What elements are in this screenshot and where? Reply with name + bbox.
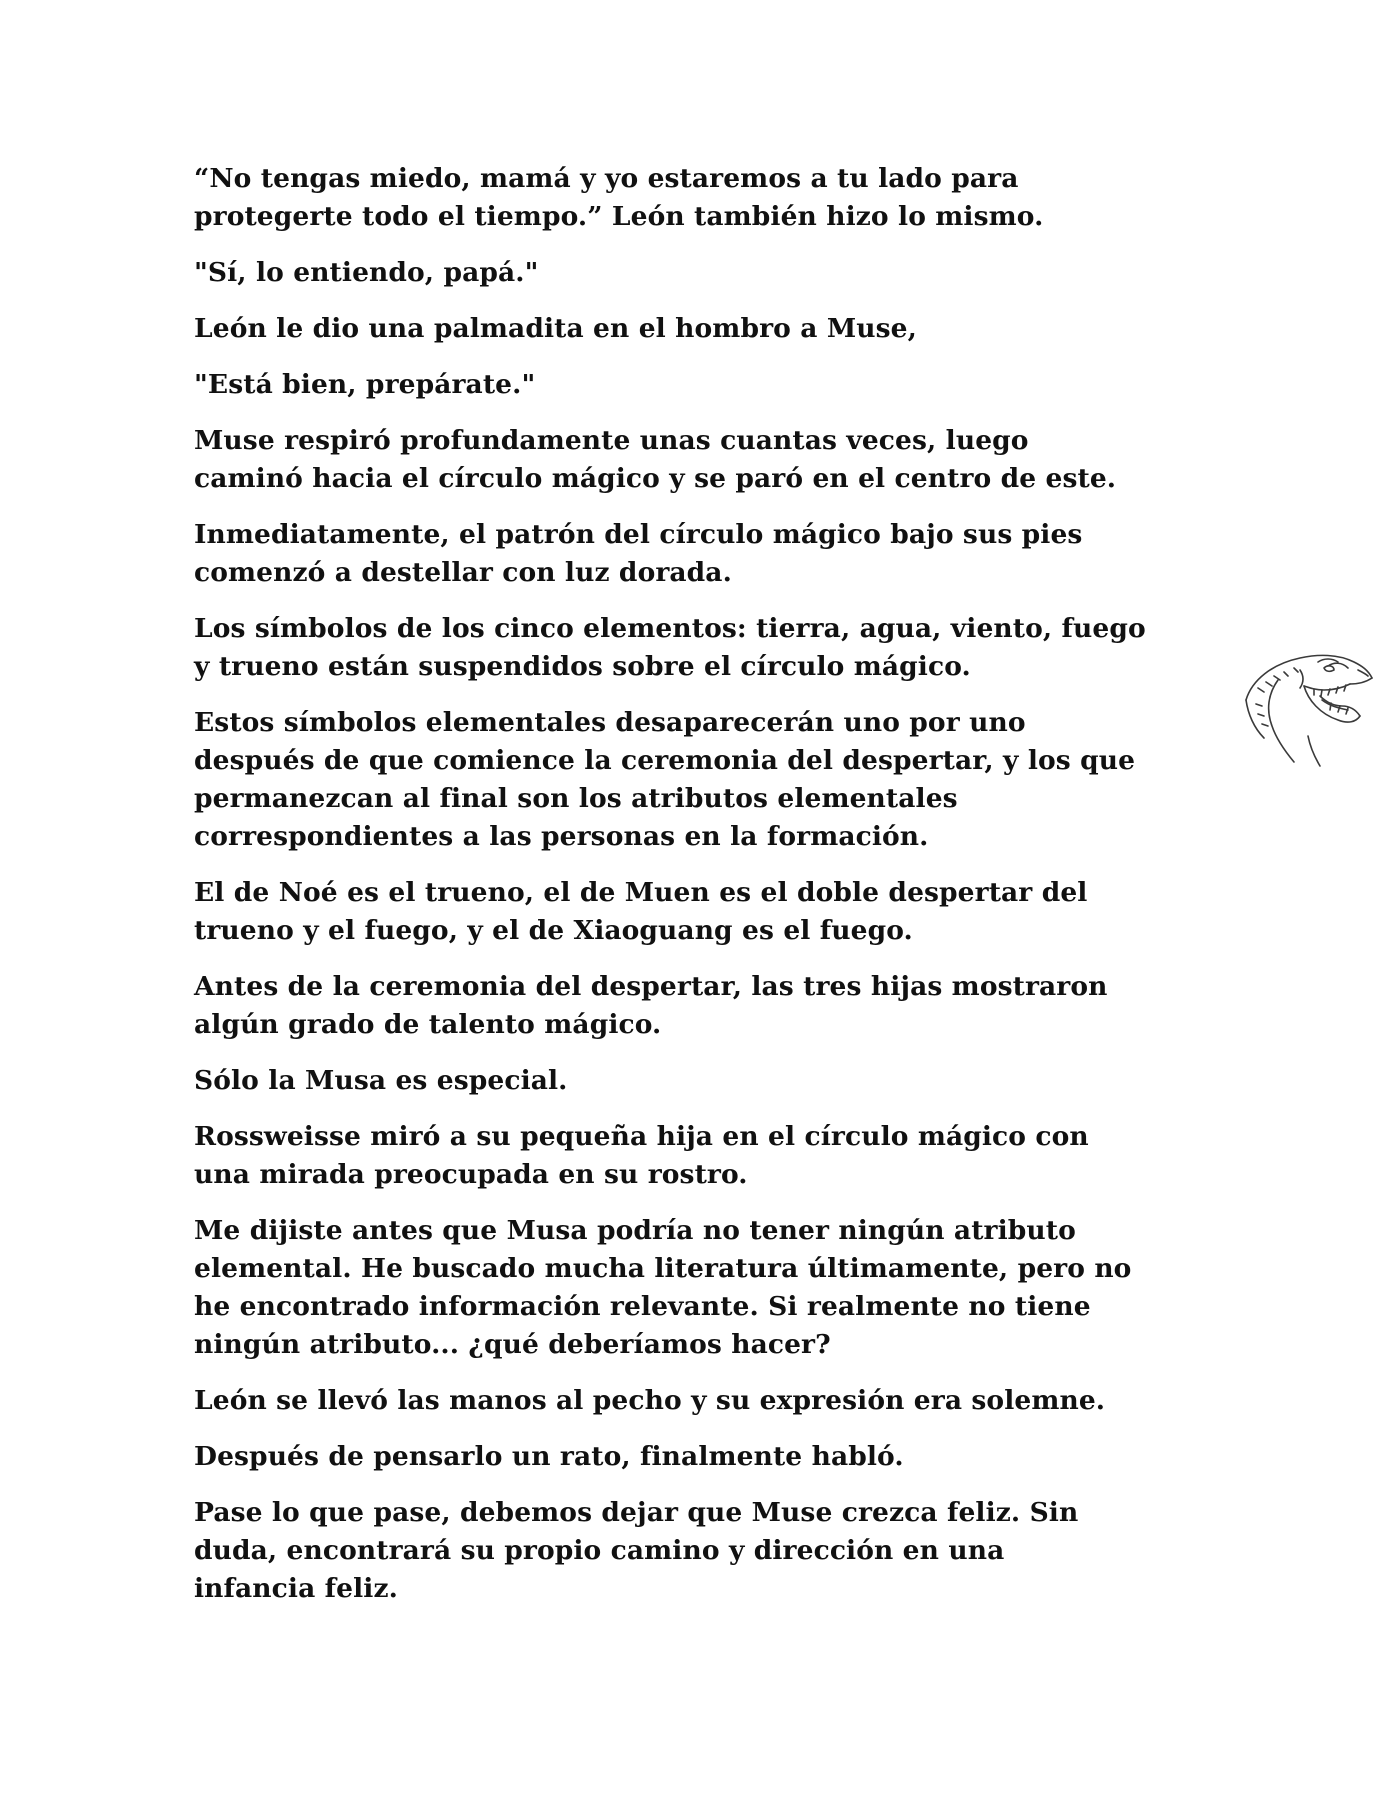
text-line: "Sí, lo entiendo, papá.": [194, 257, 539, 288]
text-line: ningún atributo... ¿qué deberíamos hacer?: [194, 1329, 831, 1360]
dinosaur-head-sketch-icon: [1238, 640, 1378, 770]
text-line: una mirada preocupada en su rostro.: [194, 1159, 748, 1190]
paragraph: [194, 1062, 1204, 1100]
text-line: duda, encontrará su propio camino y dirección en una: [194, 1535, 1005, 1566]
text-line: Después de pensarlo un rato, finalmente habló.: [194, 1441, 904, 1472]
text-line: Pase lo que pase, debemos dejar que Muse crezca feliz. Sin: [194, 1497, 1079, 1528]
dinosaur-head-sketch-icon: [1238, 640, 1378, 770]
paragraph: [194, 1118, 1204, 1194]
text-line: comenzó a destellar con luz dorada.: [194, 557, 732, 588]
text-line: Rossweisse miró a su pequeña hija en el círculo mágico con: [194, 1121, 1089, 1152]
paragraph: [194, 366, 1204, 404]
text-line: Muse respiró profundamente unas cuantas veces, luego: [194, 425, 1029, 456]
text-line: Me dijiste antes que Musa podría no tener ningún atributo: [194, 1215, 1076, 1246]
text-line: León se llevó las manos al pecho y su expresión era solemne.: [194, 1385, 1106, 1416]
text-line: infancia feliz.: [194, 1573, 398, 1604]
text-line: algún grado de talento mágico.: [194, 1009, 662, 1040]
paragraph: [194, 874, 1204, 950]
text-line: Sólo la Musa es especial.: [194, 1065, 568, 1096]
text-line: Antes de la ceremonia del despertar, las tres hijas mostraron: [194, 971, 1108, 1002]
paragraph: [194, 1494, 1204, 1608]
paragraph: [194, 610, 1204, 686]
paragraph: [194, 422, 1204, 498]
text-line: León le dio una palmadita en el hombro a Muse,: [194, 313, 917, 344]
text-line: después de que comience la ceremonia del despertar, y los que: [194, 745, 1136, 776]
text-line: caminó hacia el círculo mágico y se paró en el centro de este.: [194, 463, 1117, 494]
paragraph: [194, 254, 1204, 292]
text-line: El de Noé es el trueno, el de Muen es el doble despertar del: [194, 877, 1088, 908]
paragraph: [194, 516, 1204, 592]
text-line: Los símbolos de los cinco elementos: tierra, agua, viento, fuego: [194, 613, 1146, 644]
text-line: Estos símbolos elementales desaparecerán uno por uno: [194, 707, 1026, 738]
body-text: [194, 160, 1204, 1626]
text-line: permanezcan al final son los atributos elementales: [194, 783, 958, 814]
paragraph: [194, 1438, 1204, 1476]
text-line: elemental. He buscado mucha literatura últimamente, pero no: [194, 1253, 1132, 1284]
paragraph: [194, 704, 1204, 856]
text-line: y trueno están suspendidos sobre el círculo mágico.: [194, 651, 971, 682]
text-line: protegerte todo el tiempo.” León también hizo lo mismo.: [194, 201, 1044, 232]
text-line: “No tengas miedo, mamá y yo estaremos a tu lado para: [194, 163, 1019, 194]
paragraph: [194, 310, 1204, 348]
paragraph: [194, 968, 1204, 1044]
paragraph: [194, 1212, 1204, 1364]
text-line: trueno y el fuego, y el de Xiaoguang es el fuego.: [194, 915, 913, 946]
paragraph: [194, 1382, 1204, 1420]
text-line: he encontrado información relevante. Si realmente no tiene: [194, 1291, 1091, 1322]
text-line: correspondientes a las personas en la formación.: [194, 821, 929, 852]
text-line: Inmediatamente, el patrón del círculo mágico bajo sus pies: [194, 519, 1083, 550]
text-line: "Está bien, prepárate.": [194, 369, 536, 400]
paragraph: [194, 160, 1204, 236]
